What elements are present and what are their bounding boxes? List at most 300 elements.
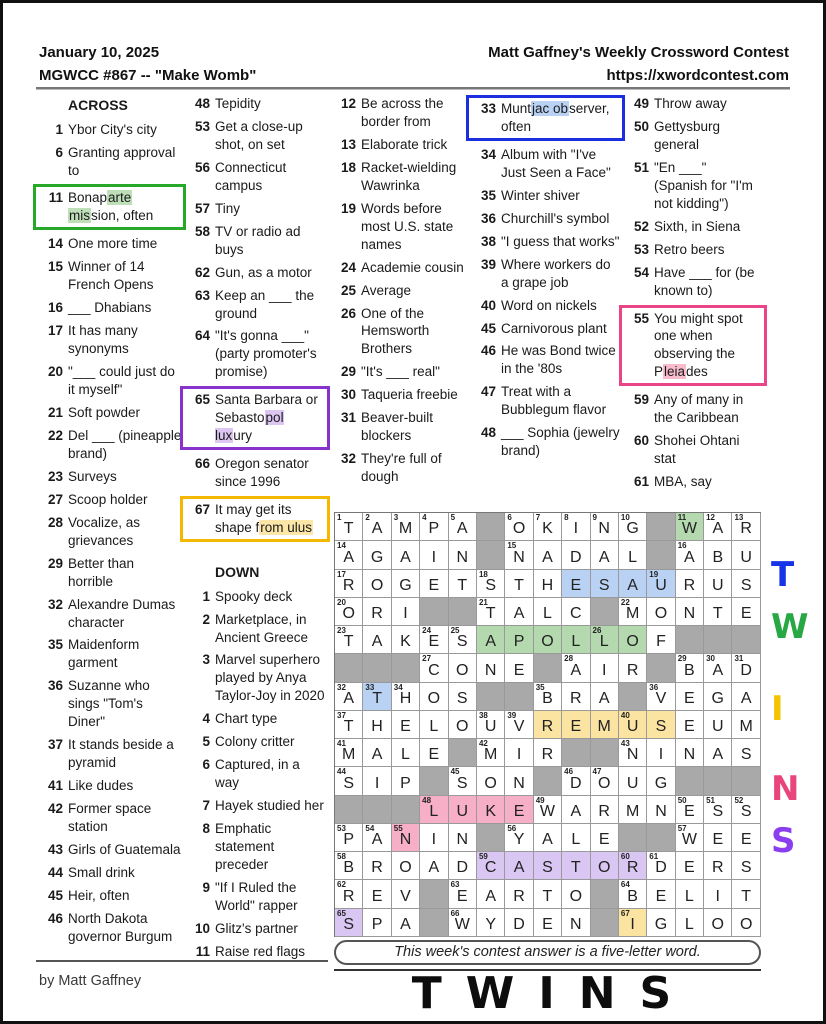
clue-49 <box>625 95 765 113</box>
grid-cell-number: 37 <box>337 710 346 720</box>
grid-cell-r15c8[interactable] <box>534 909 562 937</box>
grid-cell-number: 17 <box>337 569 346 579</box>
grid-cell-r9c2[interactable] <box>363 739 391 767</box>
grid-cell-r2c5[interactable] <box>449 541 477 569</box>
grid-cell-letter: B <box>627 887 638 905</box>
clue-number: 48 <box>194 96 210 111</box>
grid-block <box>477 683 505 711</box>
grid-cell-r15c7[interactable] <box>505 909 533 937</box>
grid-cell-number: 3 <box>393 513 399 522</box>
clue-text: Colony critter <box>215 734 295 750</box>
grid-cell-r9c7[interactable] <box>505 739 533 767</box>
grid-cell-r13c1[interactable] <box>335 852 363 880</box>
grid-cell-r4c6[interactable] <box>477 598 505 626</box>
grid-cell-r7c12[interactable] <box>647 683 675 711</box>
clue-67 <box>180 496 330 542</box>
grid-cell-r13c4[interactable] <box>420 852 448 880</box>
grid-cell-r7c13[interactable] <box>676 683 704 711</box>
grid-cell-r13c12[interactable] <box>647 852 675 880</box>
grid-cell-r8c7[interactable] <box>505 711 533 739</box>
grid-cell-r1c13[interactable] <box>676 513 704 541</box>
clue-number: 22 <box>47 427 63 443</box>
grid-cell-number: 10 <box>620 513 630 522</box>
grid-cell-letter: N <box>513 548 525 566</box>
grid-cell-r6c13[interactable] <box>676 654 704 682</box>
grid-cell-letter: I <box>573 520 579 538</box>
grid-cell-r9c11[interactable] <box>619 739 647 767</box>
grid-cell-letter: O <box>739 915 753 933</box>
clue-text: Hayek studied her <box>215 798 324 814</box>
grid-cell-r14c3[interactable] <box>392 880 420 908</box>
grid-cell-r12c10[interactable] <box>591 824 619 852</box>
clue-text: It may get its shape from ulus <box>215 502 313 536</box>
grid-cell-r7c9[interactable] <box>562 683 590 711</box>
clue-text: Bonaparte mission, often <box>68 190 154 224</box>
grid-cell-number: 45 <box>450 767 460 777</box>
clue-number: 50 <box>633 118 649 134</box>
grid-cell-r4c2[interactable] <box>363 598 391 626</box>
clue-43 <box>39 841 184 859</box>
grid-cell-r15c3[interactable] <box>392 909 420 937</box>
grid-cell-r7c8[interactable] <box>534 683 562 711</box>
grid-cell-number: 31 <box>734 654 744 664</box>
grid-cell-r12c8[interactable] <box>534 824 562 852</box>
grid-cell-letter: I <box>374 774 380 792</box>
grid-cell-r4c11[interactable] <box>619 598 647 626</box>
grid-cell-r1c7[interactable] <box>505 513 533 541</box>
grid-cell-r14c9[interactable] <box>562 880 590 908</box>
clue-number: 45 <box>480 320 496 336</box>
grid-cell-r13c2[interactable] <box>363 852 391 880</box>
grid-cell-letter: A <box>740 689 752 707</box>
clue-24 <box>332 259 472 277</box>
grid-cell-r4c8[interactable] <box>534 598 562 626</box>
grid-cell-r1c4[interactable] <box>420 513 448 541</box>
clue-number: 6 <box>202 757 210 773</box>
grid-cell-letter: E <box>456 887 468 905</box>
grid-cell-r2c14[interactable] <box>704 541 732 569</box>
grid-cell-r15c5[interactable] <box>449 909 477 937</box>
grid-cell-r3c12[interactable] <box>647 570 675 598</box>
grid-cell-r8c8[interactable] <box>534 711 562 739</box>
grid-cell-r2c1[interactable] <box>335 541 363 569</box>
grid-cell-r5c7[interactable] <box>505 626 533 654</box>
grid-cell-r11c6[interactable] <box>477 796 505 824</box>
grid-cell-r13c11[interactable] <box>619 852 647 880</box>
grid-cell-r10c7[interactable] <box>505 767 533 795</box>
clue-text: Santa Barbara or Sebastopol luxury <box>215 392 318 444</box>
grid-cell-r2c4[interactable] <box>420 541 448 569</box>
grid-cell-letter: B <box>343 859 355 877</box>
clue-number: 13 <box>340 136 356 152</box>
grid-cell-r9c12[interactable] <box>647 739 675 767</box>
grid-cell-letter: S <box>542 859 553 877</box>
grid-cell-r8c11[interactable] <box>619 711 647 739</box>
clue-text: "___ could just do it myself" <box>68 364 175 398</box>
grid-cell-r13c7[interactable] <box>505 852 533 880</box>
grid-cell-r9c15[interactable] <box>732 739 760 767</box>
grid-cell-letter: O <box>654 605 668 623</box>
grid-cell-r6c14[interactable] <box>704 654 732 682</box>
clue-62 <box>186 264 328 282</box>
grid-cell-r10c2[interactable] <box>363 767 391 795</box>
grid-cell-r11c11[interactable] <box>619 796 647 824</box>
grid-cell-r1c9[interactable] <box>562 513 590 541</box>
grid-cell-r7c15[interactable] <box>732 683 760 711</box>
grid-cell-r2c7[interactable] <box>505 541 533 569</box>
grid-cell-r6c15[interactable] <box>732 654 760 682</box>
clue-text: Heir, often <box>68 887 130 903</box>
grid-cell-number: 9 <box>592 513 597 522</box>
grid-cell-letter: O <box>626 633 639 651</box>
grid-cell-r14c13[interactable] <box>676 880 704 908</box>
grid-cell-r8c13[interactable] <box>676 711 704 739</box>
clue-51 <box>625 159 765 213</box>
grid-cell-r15c2[interactable] <box>363 909 391 937</box>
grid-cell-r14c7[interactable] <box>505 880 533 908</box>
clue-text: Beaver-built blockers <box>361 410 434 444</box>
grid-cell-r5c12[interactable] <box>647 626 675 654</box>
grid-cell-r5c1[interactable] <box>335 626 363 654</box>
grid-cell-r7c1[interactable] <box>335 683 363 711</box>
clue-text: Chart type <box>215 711 278 727</box>
grid-cell-r2c9[interactable] <box>562 541 590 569</box>
grid-cell-r14c8[interactable] <box>534 880 562 908</box>
grid-cell-letter: G <box>626 520 639 538</box>
grid-cell-r10c11[interactable] <box>619 767 647 795</box>
grid-cell-r3c1[interactable] <box>335 570 363 598</box>
grid-block <box>335 796 363 824</box>
grid-cell-r5c4[interactable] <box>420 626 448 654</box>
grid-cell-r15c15[interactable] <box>732 909 760 937</box>
grid-cell-r7c10[interactable] <box>591 683 619 711</box>
clue-number: 20 <box>47 364 63 380</box>
clue-text: Raise red flags <box>215 943 306 959</box>
clue-number: 23 <box>47 468 63 484</box>
grid-cell-r10c12[interactable] <box>647 767 675 795</box>
grid-cell-r8c15[interactable] <box>732 711 760 739</box>
byline: by Matt Gaffney <box>39 973 142 989</box>
grid-cell-r3c2[interactable] <box>363 570 391 598</box>
grid-cell-letter: E <box>400 718 411 736</box>
grid-cell-r9c1[interactable] <box>335 739 363 767</box>
clue-text: Vocalize, as grievances <box>68 514 141 548</box>
grid-cell-r1c10[interactable] <box>591 513 619 541</box>
grid-cell-r1c2[interactable] <box>363 513 391 541</box>
grid-cell-r13c6[interactable] <box>477 852 505 880</box>
grid-cell-r6c7[interactable] <box>505 654 533 682</box>
grid-block <box>676 767 704 795</box>
grid-cell-r14c15[interactable] <box>732 880 760 908</box>
grid-cell-r6c4[interactable] <box>420 654 448 682</box>
grid-cell-r2c15[interactable] <box>732 541 760 569</box>
grid-cell-r3c9[interactable] <box>562 570 590 598</box>
clue-54 <box>625 264 765 300</box>
grid-cell-r4c13[interactable] <box>676 598 704 626</box>
grid-cell-r14c2[interactable] <box>363 880 391 908</box>
grid-cell-r8c4[interactable] <box>420 711 448 739</box>
grid-cell-letter: S <box>740 576 752 594</box>
grid-cell-r11c4[interactable] <box>420 796 448 824</box>
grid-cell-r10c5[interactable] <box>449 767 477 795</box>
grid-cell-r13c10[interactable] <box>591 852 619 880</box>
clue-number: 45 <box>47 887 63 903</box>
grid-cell-r15c9[interactable] <box>562 909 590 937</box>
grid-cell-letter: I <box>601 661 607 679</box>
clue-number: 2 <box>202 611 210 627</box>
grid-cell-r3c7[interactable] <box>505 570 533 598</box>
grid-cell-r10c6[interactable] <box>477 767 505 795</box>
clue-52 <box>625 218 765 236</box>
grid-cell-r11c14[interactable] <box>704 796 732 824</box>
grid-cell-r11c8[interactable] <box>534 796 562 824</box>
grid-cell-r5c2[interactable] <box>363 626 391 654</box>
grid-cell-r9c6[interactable] <box>477 739 505 767</box>
grid-cell-r3c3[interactable] <box>392 570 420 598</box>
grid-cell-r14c1[interactable] <box>335 880 363 908</box>
grid-cell-r12c5[interactable] <box>449 824 477 852</box>
clue-number: 28 <box>47 514 63 530</box>
grid-cell-r12c9[interactable] <box>562 824 590 852</box>
grid-cell-r9c4[interactable] <box>420 739 448 767</box>
clue-number: 59 <box>633 392 649 408</box>
grid-cell-r4c1[interactable] <box>335 598 363 626</box>
grid-cell-r3c8[interactable] <box>534 570 562 598</box>
grid-cell-r13c3[interactable] <box>392 852 420 880</box>
grid-cell-r2c2[interactable] <box>363 541 391 569</box>
grid-cell-r13c8[interactable] <box>534 852 562 880</box>
grid-cell-letter: G <box>399 576 412 594</box>
grid-cell-r10c1[interactable] <box>335 767 363 795</box>
grid-cell-r12c14[interactable] <box>704 824 732 852</box>
grid-cell-number: 18 <box>478 569 488 579</box>
grid-cell-r6c10[interactable] <box>591 654 619 682</box>
grid-cell-r2c3[interactable] <box>392 541 420 569</box>
grid-cell-r2c11[interactable] <box>619 541 647 569</box>
grid-cell-r1c5[interactable] <box>449 513 477 541</box>
grid-cell-r11c12[interactable] <box>647 796 675 824</box>
grid-cell-r14c14[interactable] <box>704 880 732 908</box>
grid-cell-r3c4[interactable] <box>420 570 448 598</box>
grid-cell-letter: V <box>655 689 667 707</box>
grid-cell-r3c6[interactable] <box>477 570 505 598</box>
grid-cell-number: 49 <box>535 795 545 805</box>
grid-cell-r1c8[interactable] <box>534 513 562 541</box>
clue-number: 35 <box>47 637 63 653</box>
grid-cell-r3c10[interactable] <box>591 570 619 598</box>
side-letter-w: W <box>771 607 809 647</box>
grid-cell-r3c5[interactable] <box>449 570 477 598</box>
grid-cell-r5c6[interactable] <box>477 626 505 654</box>
grid-cell-r5c5[interactable] <box>449 626 477 654</box>
clue-1 <box>39 121 184 139</box>
header-left <box>39 41 256 87</box>
grid-cell-r7c3[interactable] <box>392 683 420 711</box>
grid-cell-letter: C <box>484 859 497 877</box>
grid-cell-r6c6[interactable] <box>477 654 505 682</box>
grid-cell-r1c3[interactable] <box>392 513 420 541</box>
grid-cell-r14c12[interactable] <box>647 880 675 908</box>
grid-cell-r4c3[interactable] <box>392 598 420 626</box>
clue-text: Tepidity <box>215 96 261 111</box>
grid-cell-r5c3[interactable] <box>392 626 420 654</box>
grid-cell-r11c7[interactable] <box>505 796 533 824</box>
grid-cell-r15c6[interactable] <box>477 909 505 937</box>
grid-cell-r5c11[interactable] <box>619 626 647 654</box>
grid-cell-r12c13[interactable] <box>676 824 704 852</box>
clue-number: 55 <box>633 310 649 326</box>
grid-cell-r1c14[interactable] <box>704 513 732 541</box>
grid-cell-r7c4[interactable] <box>420 683 448 711</box>
grid-cell-r11c15[interactable] <box>732 796 760 824</box>
grid-cell-letter: N <box>683 746 696 764</box>
grid-cell-r9c14[interactable] <box>704 739 732 767</box>
grid-block <box>647 513 675 541</box>
side-letter-s: S <box>771 821 796 861</box>
grid-cell-r1c15[interactable] <box>732 513 760 541</box>
grid-cell-letter: F <box>656 633 666 651</box>
clue-text: He was Bond twice in the '80s <box>501 343 616 377</box>
grid-cell-r6c9[interactable] <box>562 654 590 682</box>
grid-cell-letter: O <box>427 689 441 707</box>
grid-cell-r4c12[interactable] <box>647 598 675 626</box>
grid-cell-r11c9[interactable] <box>562 796 590 824</box>
clue-text: Soft powder <box>68 405 141 420</box>
grid-cell-r15c1[interactable] <box>335 909 363 937</box>
grid-cell-r1c11[interactable] <box>619 513 647 541</box>
clue-number: 39 <box>480 256 496 272</box>
grid-cell-letter: O <box>342 605 355 623</box>
grid-cell-r11c10[interactable] <box>591 796 619 824</box>
grid-cell-r12c4[interactable] <box>420 824 448 852</box>
grid-cell-r8c5[interactable] <box>449 711 477 739</box>
grid-cell-r14c11[interactable] <box>619 880 647 908</box>
grid-cell-r4c7[interactable] <box>505 598 533 626</box>
grid-cell-r14c6[interactable] <box>477 880 505 908</box>
grid-cell-letter: A <box>542 831 553 849</box>
byline-divider <box>36 960 328 962</box>
grid-cell-r9c13[interactable] <box>676 739 704 767</box>
grid-cell-r4c9[interactable] <box>562 598 590 626</box>
clue-29 <box>332 363 472 381</box>
clue-highlight: leia <box>664 364 686 380</box>
grid-cell-r3c13[interactable] <box>676 570 704 598</box>
grid-cell-r4c14[interactable] <box>704 598 732 626</box>
grid-cell-number: 27 <box>422 654 432 664</box>
grid-cell-letter: O <box>456 661 469 679</box>
grid-cell-letter: E <box>428 746 440 764</box>
grid-cell-r4c15[interactable] <box>732 598 760 626</box>
grid-cell-letter: N <box>456 831 469 849</box>
grid-cell-number: 58 <box>337 852 346 862</box>
grid-cell-letter: N <box>683 605 696 623</box>
grid-cell-r6c11[interactable] <box>619 654 647 682</box>
grid-cell-r7c5[interactable] <box>449 683 477 711</box>
grid-cell-r2c8[interactable] <box>534 541 562 569</box>
grid-cell-r15c11[interactable] <box>619 909 647 937</box>
grid-cell-letter: L <box>571 633 581 651</box>
grid-cell-r2c13[interactable] <box>676 541 704 569</box>
grid-cell-r3c14[interactable] <box>704 570 732 598</box>
grid-cell-r8c2[interactable] <box>363 711 391 739</box>
clue-text: "It's gonna ___" (party promoter's promise) <box>215 328 317 380</box>
grid-cell-r5c9[interactable] <box>562 626 590 654</box>
grid-cell-r13c13[interactable] <box>676 852 704 880</box>
grid-cell-r8c1[interactable] <box>335 711 363 739</box>
grid-cell-r14c5[interactable] <box>449 880 477 908</box>
clue-46 <box>472 342 623 378</box>
grid-cell-r13c5[interactable] <box>449 852 477 880</box>
grid-cell-r15c12[interactable] <box>647 909 675 937</box>
grid-cell-letter: M <box>739 718 753 736</box>
grid-cell-r10c9[interactable] <box>562 767 590 795</box>
grid-cell-r3c15[interactable] <box>732 570 760 598</box>
clue-number: 6 <box>55 144 63 160</box>
grid-cell-r7c14[interactable] <box>704 683 732 711</box>
grid-cell-r7c2[interactable] <box>363 683 391 711</box>
grid-cell-r15c14[interactable] <box>704 909 732 937</box>
grid-cell-r15c13[interactable] <box>676 909 704 937</box>
clue-text: Suzanne who sings "Tom's Diner" <box>68 678 150 730</box>
grid-cell-letter: S <box>456 689 468 707</box>
grid-cell-r6c5[interactable] <box>449 654 477 682</box>
clue-text: Sixth, in Siena <box>654 218 741 234</box>
contest-url[interactable]: https://xwordcontest.com <box>606 67 789 84</box>
grid-cell-r13c15[interactable] <box>732 852 760 880</box>
grid-cell-number: 61 <box>649 852 659 862</box>
clue-number: 38 <box>480 233 496 249</box>
grid-cell-r9c3[interactable] <box>392 739 420 767</box>
grid-cell-r1c1[interactable] <box>335 513 363 541</box>
grid-cell-r8c10[interactable] <box>591 711 619 739</box>
grid-cell-number: 12 <box>706 513 715 522</box>
grid-cell-r10c3[interactable] <box>392 767 420 795</box>
grid-cell-r8c14[interactable] <box>704 711 732 739</box>
clue-number: 33 <box>480 101 496 116</box>
grid-cell-letter: G <box>654 774 668 792</box>
clue-number: 61 <box>633 474 649 490</box>
grid-block <box>363 796 391 824</box>
grid-cell-r13c9[interactable] <box>562 852 590 880</box>
grid-cell-r8c6[interactable] <box>477 711 505 739</box>
grid-cell-r5c8[interactable] <box>534 626 562 654</box>
grid-cell-r12c2[interactable] <box>363 824 391 852</box>
grid-cell-r8c9[interactable] <box>562 711 590 739</box>
grid-cell-r10c10[interactable] <box>591 767 619 795</box>
grid-cell-number: 60 <box>620 852 630 862</box>
clue-number: 29 <box>340 364 356 380</box>
grid-cell-r2c10[interactable] <box>591 541 619 569</box>
clue-number: 34 <box>480 146 496 162</box>
grid-cell-r12c1[interactable] <box>335 824 363 852</box>
clue-text: Emphatic statement preceder <box>215 821 275 873</box>
grid-cell-r9c8[interactable] <box>534 739 562 767</box>
grid-cell-r8c3[interactable] <box>392 711 420 739</box>
grid-cell-r3c11[interactable] <box>619 570 647 598</box>
grid-cell-r11c13[interactable] <box>676 796 704 824</box>
clue-highlight: arte <box>108 190 132 206</box>
grid-cell-letter: Y <box>485 915 496 933</box>
grid-cell-r13c14[interactable] <box>704 852 732 880</box>
grid-cell-r8c12[interactable] <box>647 711 675 739</box>
grid-cell-r12c7[interactable] <box>505 824 533 852</box>
grid-cell-r12c3[interactable] <box>392 824 420 852</box>
grid-cell-r12c15[interactable] <box>732 824 760 852</box>
grid-cell-number: 63 <box>450 880 460 890</box>
grid-cell-r11c5[interactable] <box>449 796 477 824</box>
grid-cell-r5c10[interactable] <box>591 626 619 654</box>
grid-cell-letter: I <box>516 746 522 764</box>
